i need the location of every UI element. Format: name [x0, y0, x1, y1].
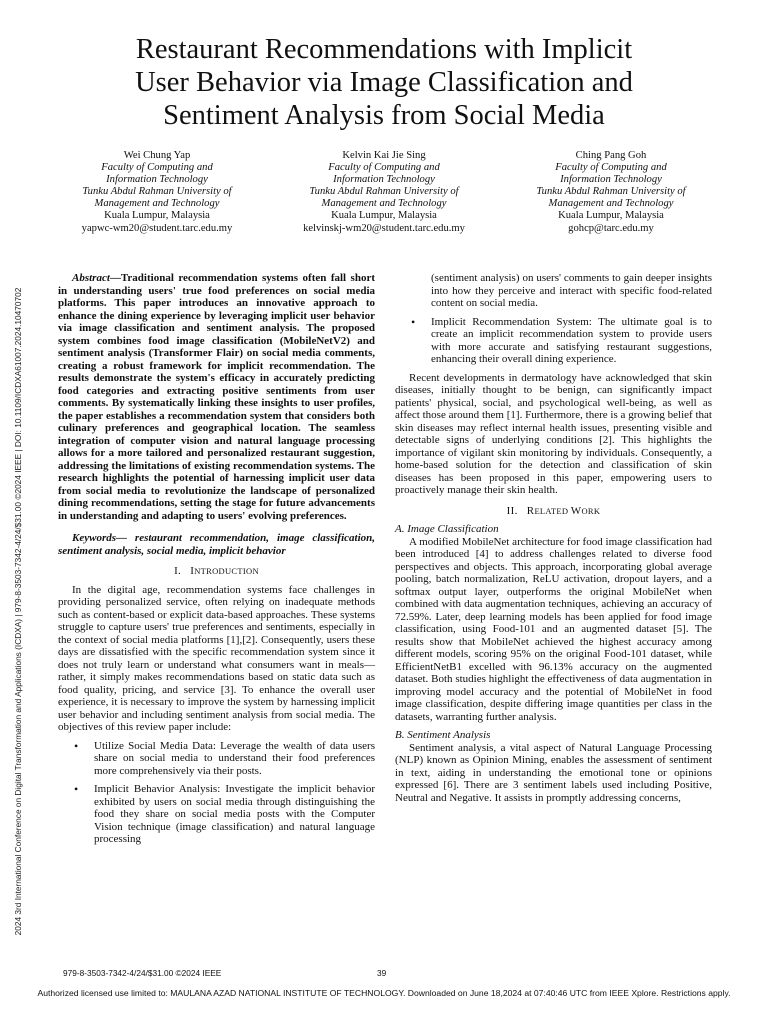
title-line-2: User Behavior via Image Classification and	[135, 67, 633, 98]
title-line-3: Sentiment Analysis from Social Media	[163, 100, 605, 131]
author-affiliation: Tunku Abdul Rahman University of	[82, 186, 232, 198]
author-city: Kuala Lumpur, Malaysia	[104, 210, 210, 222]
author-name: Kelvin Kai Jie Sing	[342, 150, 426, 161]
list-item: • Implicit Behavior Analysis: Investigate the implicit behavior exhibited by users on social media through distinguishing the food they share on social media posts with the Computer Vision technique (image classification) and natural language processing	[80, 783, 375, 846]
section-heading-introduction: I. INTRODUCTION	[174, 565, 259, 577]
author-block-1	[52, 150, 262, 235]
author-affiliation: Faculty of Computing and	[101, 162, 213, 174]
author-affiliation: Information Technology	[333, 174, 435, 186]
objectives-list	[58, 740, 375, 846]
author-affiliation: Management and Technology	[94, 198, 220, 210]
author-affiliation: Faculty of Computing and	[328, 162, 440, 174]
author-email[interactable]: gohcp@tarc.edu.my	[568, 222, 654, 234]
abstract	[58, 272, 375, 522]
subsection-heading-sentiment-analysis: B. Sentiment Analysis	[395, 729, 491, 741]
section-heading-related-work: II. RELATED WORK	[506, 504, 601, 517]
image-classification-paragraph: A modified MobileNet architecture for food image classification had been introduced [4] to address challenges related to diverse food perspectives and objects. This approach, incorporating global average pooling, batch normalization, ReLU activation, dropout layers, and a softmax output layer, outperforms the original MobileNet when combined with data augmentation techniques, achieving an accuracy of 72.59%. Later, deep learning models has been applied for food image classification, using Food-101 and an augmented dataset [5]. The results show that MobileNet achieved the highest accuracy among different models, scoring 95% on the original Food-101 dataset, while EfficientNetB1 excelled with 96.13% accuracy on the augmented dataset. Both studies highlight the effectiveness of data augmentation in improving model accuracy and the potential of MobileNet in food image classification, despite differing image quantities per class in the datasets, warranting further analysis.	[395, 535, 712, 723]
license-notice: Authorized licensed use limited to: MAULANA AZAD NATIONAL INSTITUTE OF TECHNOLOGY. Downloaded on June 18,2024 at 07:40:46 UTC from IEEE Xplore. Restrictions apply.	[37, 988, 731, 998]
abstract-body: —Traditional recommendation systems often fall short in understanding users' true food preferences on social media platforms. This paper introduces an innovative approach to enhance the dining experience by leveraging implicit user behavior via image classification and sentiment analysis. The proposed system combines food image classification (MobileNetV2) and sentiment analysis (Transformer Flair) on social media comments, creating a robust framework for implicit recommendation. The results demonstrate the system's efficacy in accurately predicting food categories and extracting positive sentiments from user comments. By systematically linking these insights to user profiles, the paper establishes a recommendation system that considers both culinary preferences and geographical location. The seamless integration of computer vision and natural language processing allows for a more tailored and personalized restaurant suggestion, addressing the limitations of existing recommendation systems. The research highlights the potential of harnessing implicit user data from social media to revolutionize the landscape of personalized dining recommendations, setting the stage for future advancements in understanding and adapting to users' evolving preferences.	[58, 272, 375, 522]
author-name: Wei Chung Yap	[123, 150, 191, 161]
author-city: Kuala Lumpur, Malaysia	[558, 210, 664, 222]
left-column	[58, 272, 375, 852]
author-affiliation: Information Technology	[560, 174, 662, 186]
dermatology-paragraph: Recent developments in dermatology have acknowledged that skin diseases, initially thought to be benign, can significantly impact patients' physical, social, and psychological well-being, as well as affect those around them [1]. Furthermore, there is a growing belief that skin diseases may reflect internal health issues, presenting visible and detectable signs of underlying conditions [2]. This highlights the importance of vigilant skin monitoring by individuals. Consequently, a home-based solution for the detection and classification of skin diseases has been proposed in this paper, empowering users to proactively manage their skin health.	[395, 371, 712, 496]
author-affiliation: Tunku Abdul Rahman University of	[536, 186, 686, 198]
abstract-lead: Abstract	[72, 272, 110, 284]
author-affiliation: Management and Technology	[548, 198, 674, 210]
author-block-2	[279, 150, 489, 235]
page-number: 39	[377, 968, 387, 978]
author-email[interactable]: yapwc-wm20@student.tarc.edu.my	[81, 222, 233, 234]
author-affiliation: Faculty of Computing and	[555, 162, 667, 174]
intro-paragraph: In the digital age, recommendation systems face challenges in providing personalized service, often relying on inadequate methods such as content-based or explicit data-based approaches. These systems struggle to capture users' true preferences and sentiments, especially in the context of social media platforms [1],[2]. Consequently, users these days are dissatisfied with the specific recommendation system since it does not truly learn or understand what consumers want in meals—rather, it simply makes recommendations based on static data such as food quality, pricing, and service [3]. To enhance the overall user experience, it is necessary to improve the system by harnessing implicit user behavior and including sentiment analysis from social media. The objectives of this review paper include:	[58, 583, 375, 733]
list-item-continuation: (sentiment analysis) on users' comments to gain deeper insights into how they perceive and interact with specific food-related content on social media.	[431, 272, 712, 309]
sentiment-analysis-paragraph: Sentiment analysis, a vital aspect of Natural Language Processing (NLP) known as Opinion Mining, enables the assessment of sentiment in text, aiding in understanding the emotional tone or opinions expressed [6]. There are 3 sentiment labels used including Positive, Neutral and Negative. It assists in promptly addressing concerns,	[395, 741, 712, 804]
author-name: Ching Pang Goh	[575, 150, 647, 161]
copyright-footer: 979-8-3503-7342-4/24/$31.00 ©2024 IEEE	[63, 968, 222, 978]
keywords: Keywords— restaurant recommendation, image classification, sentiment analysis, social media, implicit behavior	[58, 532, 375, 557]
list-item: • Utilize Social Media Data: Leverage the wealth of data users share on social media to understand their food preferences more comprehensively via their posts.	[80, 740, 375, 778]
author-affiliation: Information Technology	[106, 174, 208, 186]
author-affiliation: Management and Technology	[321, 198, 447, 210]
author-city: Kuala Lumpur, Malaysia	[331, 210, 437, 222]
subsection-heading-image-classification: A. Image Classification	[395, 523, 499, 535]
paper-title	[60, 33, 708, 132]
author-email[interactable]: kelvinskj-wm20@student.tarc.edu.my	[303, 222, 465, 234]
objectives-list-continued	[395, 272, 712, 366]
title-line-1: Restaurant Recommendations with Implicit	[135, 34, 633, 65]
author-block-3	[506, 150, 716, 235]
list-item: • Implicit Recommendation System: The ultimate goal is to create an implicit recommendation system to provide users with more accurate and satisfying restaurant suggestions, enhancing their overall dining experience.	[417, 316, 712, 366]
author-affiliation: Tunku Abdul Rahman University of	[309, 186, 459, 198]
conference-sidebar: 2024 3rd International Conference on Digital Transformation and Applications (ICDXA) | 979-8-3503-7342-4/24/$31.00 ©2024 IEEE | DOI: 10.1109/ICDXA61007.2024.10470702	[13, 287, 23, 936]
right-column	[395, 272, 712, 804]
